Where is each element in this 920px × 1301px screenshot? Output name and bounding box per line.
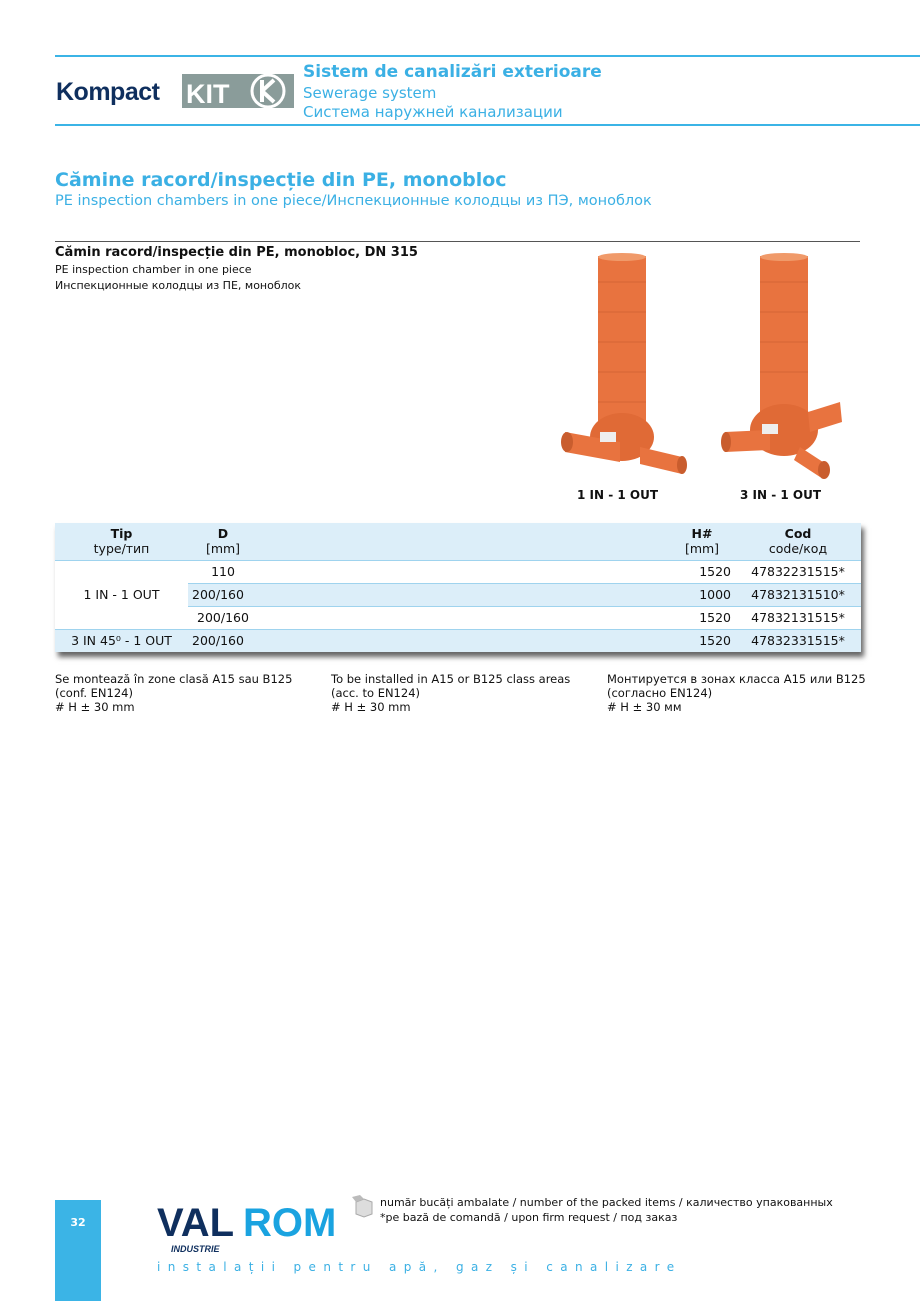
table-row: 3 IN 45⁰ - 1 OUT 200/160 1520 47832331515* <box>55 629 861 652</box>
firm-request-note: *pe bază de comandă / upon firm request / под заказ <box>380 1211 678 1224</box>
chamber-image-3in-1out <box>720 252 860 482</box>
image-label-1: 1 IN - 1 OUT <box>577 488 659 502</box>
brand-logo-text: Kompact <box>56 78 160 106</box>
system-title-en: Sewerage system <box>303 84 437 102</box>
header-bottom-rule <box>55 124 920 126</box>
section-title: Cămine racord/inspecție din PE, monobloc <box>55 169 507 191</box>
valrom-logo <box>157 1198 357 1256</box>
box-icon <box>350 1194 376 1218</box>
note-en: To be installed in A15 or B125 class areas (acc. to EN124) # H ± 30 mm <box>331 672 571 714</box>
product-subtitle-ru: Инспекционные колодцы из ПЕ, моноблок <box>55 279 302 292</box>
image-label-2: 3 IN - 1 OUT <box>740 488 822 502</box>
section-subtitle: PE inspection chambers in one piece/Инспекционные колодцы из ПЭ, моноблок <box>55 193 652 209</box>
note-ru: Монтируется в зонах класса A15 или B125 (согласно EN124) # H ± 30 мм <box>607 672 866 714</box>
page-number: 32 <box>55 1200 101 1301</box>
table-row: 200/160 1000 47832131510* <box>55 583 861 606</box>
svg-text:VAL: VAL <box>157 1201 235 1245</box>
table-header: Tip type/тип D [mm] H# [mm] Cod code/код <box>55 523 861 560</box>
table-row: 1 IN - 1 OUT 110 1520 47832231515* <box>55 560 861 583</box>
system-title-ro: Sistem de canalizări exterioare <box>303 62 602 82</box>
kompact-kit-logo <box>182 72 294 110</box>
svg-text:INDUSTRIE: INDUSTRIE <box>171 1244 220 1254</box>
chamber-image-1in-1out <box>560 252 700 482</box>
tagline: instalații pentru apă, gaz și canalizare <box>157 1260 682 1274</box>
packed-items-note: număr bucăți ambalate / number of the packed items / каличество упакованных <box>380 1196 833 1209</box>
product-table <box>55 523 861 652</box>
svg-text:KIT: KIT <box>186 79 230 109</box>
table-row: 200/160 1520 47832131515* <box>55 606 861 629</box>
note-ro: Se montează în zone clasă A15 sau B125 (conf. EN124) # H ± 30 mm <box>55 672 293 714</box>
top-rule <box>55 55 920 57</box>
product-title: Cămin racord/inspecție din PE, monobloc, DN 315 <box>55 245 418 260</box>
system-title-ru: Система наружней канализации <box>303 103 563 121</box>
svg-text:ROM: ROM <box>243 1201 337 1245</box>
product-subtitle-en: PE inspection chamber in one piece <box>55 263 252 276</box>
divider <box>55 241 860 242</box>
